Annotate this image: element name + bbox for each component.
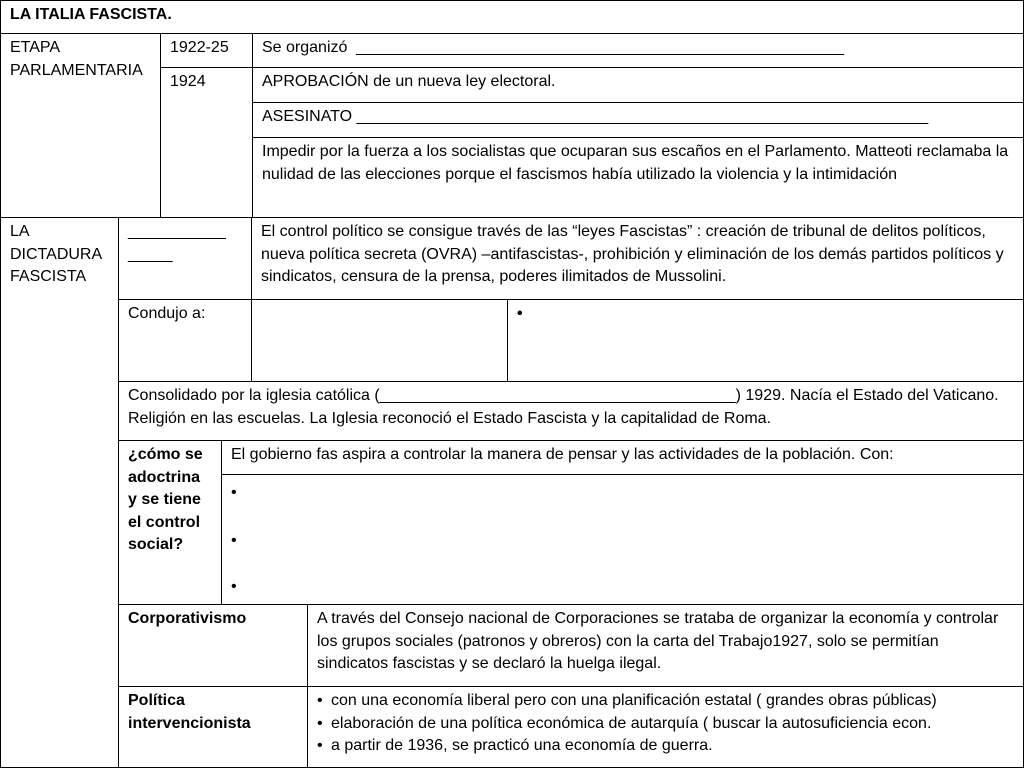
etapa-label-text: ETAPA PARLAMENTARIA bbox=[10, 39, 143, 79]
intervencionista-item-1: • con una economía liberal pero con una planificación estatal ( grandes obras públicas) bbox=[317, 690, 1019, 713]
year-cell-1 bbox=[160, 33, 253, 68]
se-organizo-blank: __________________________________________________________ bbox=[356, 39, 844, 56]
condujo-label: Condujo a: bbox=[128, 305, 206, 322]
dictadura-label bbox=[0, 217, 119, 768]
intervencionista-item-3: • a partir de 1936, se practicó una economía de guerra. bbox=[317, 735, 1019, 758]
title-text: LA ITALIA FASCISTA. bbox=[10, 6, 172, 23]
blank-label-line1: ___________ bbox=[128, 223, 226, 240]
aprobacion-cell bbox=[252, 67, 1024, 103]
dictadura-label-line2: DICTADURA bbox=[10, 245, 103, 263]
corporativismo-text-cell bbox=[307, 604, 1024, 687]
intervencionista-label: Política intervencionista bbox=[128, 692, 251, 732]
adoctrina-text-cell bbox=[221, 440, 1024, 475]
condujo-label-cell bbox=[118, 299, 252, 382]
adoctrina-label-cell bbox=[118, 440, 222, 605]
consolidado-text: Consolidado por la iglesia católica (________________________________________) 1929. Nacía el Estado del Vaticano. Religión en las escuelas. La Iglesia reconoció el Estado Fascista y la capitalidad de Roma. bbox=[128, 387, 999, 427]
year-cell-2 bbox=[160, 67, 253, 218]
intervencionista-list-cell bbox=[307, 686, 1024, 768]
adoctrina-text: El gobierno fas aspira a controlar la manera de pensar y las actividades de la población. Con: bbox=[231, 446, 894, 463]
corporativismo-text: A través del Consejo nacional de Corporaciones se trataba de organizar la economía y controlar los grupos sociales (patronos y obreros) con la carta del Trabajo1927, solo se permitían sindicatos fascistas y se declaró la huelga ilegal. bbox=[317, 610, 999, 672]
etapa-parlamentaria-label bbox=[0, 33, 161, 218]
year-1924: 1924 bbox=[170, 73, 206, 90]
year-1922-25: 1922-25 bbox=[170, 39, 229, 56]
se-organizo-text: Se organizó bbox=[262, 39, 348, 56]
page-title bbox=[0, 0, 1024, 34]
adoctrina-label: ¿cómo se adoctrina y se tiene el control social? bbox=[128, 446, 203, 553]
se-organizo-cell bbox=[252, 33, 1024, 68]
aprobacion-text: APROBACIÓN de un nueva ley electoral. bbox=[262, 73, 556, 90]
intervencionista-list bbox=[317, 690, 1019, 758]
control-politico-text: El control político se consigue través de las “leyes Fascistas” : creación de tribunal de delitos políticos, nueva política secreta (OVRA) –antifascistas-, prohibición y eliminación de los demás partidos políticos y sindicatos, censura de la prensa, poderes ilimitados de Mussolini. bbox=[261, 223, 1004, 285]
condujo-empty-cell bbox=[251, 299, 508, 382]
condujo-bullets-cell bbox=[507, 299, 1024, 382]
asesinato-cell bbox=[252, 102, 1024, 138]
impedir-cell bbox=[252, 137, 1024, 218]
corporativismo-label-cell bbox=[118, 604, 308, 687]
adoctrina-bullet-list bbox=[231, 481, 1014, 575]
dictadura-label-line3: FASCISTA bbox=[10, 268, 87, 285]
asesinato-blank: ____________________________________________________________________ bbox=[356, 108, 928, 125]
blank-label-line2: _____ bbox=[128, 245, 173, 263]
adoctrina-bullets-cell bbox=[221, 474, 1024, 605]
dictadura-label-line1: LA bbox=[10, 223, 30, 240]
corporativismo-label: Corporativismo bbox=[128, 610, 247, 627]
control-politico-cell bbox=[251, 217, 1024, 300]
consolidado-cell bbox=[118, 381, 1024, 441]
asesinato-text: ASESINATO bbox=[262, 108, 353, 125]
impedir-text: Impedir por la fuerza a los socialistas que ocuparan sus escaños en el Parlamento. Matteoti reclamaba la nulidad de las elecciones porque el fascismos había utilizado la violencia y la intimidación bbox=[262, 143, 1009, 183]
adoctrina-bullet-1 bbox=[231, 481, 1014, 529]
intervencionista-item-2: • elaboración de una política económica de autarquía ( buscar la autosuficiencia econ. bbox=[317, 713, 1019, 736]
blank-label-cell bbox=[118, 217, 252, 300]
intervencionista-label-cell bbox=[118, 686, 308, 768]
adoctrina-bullet-2 bbox=[231, 529, 1014, 575]
